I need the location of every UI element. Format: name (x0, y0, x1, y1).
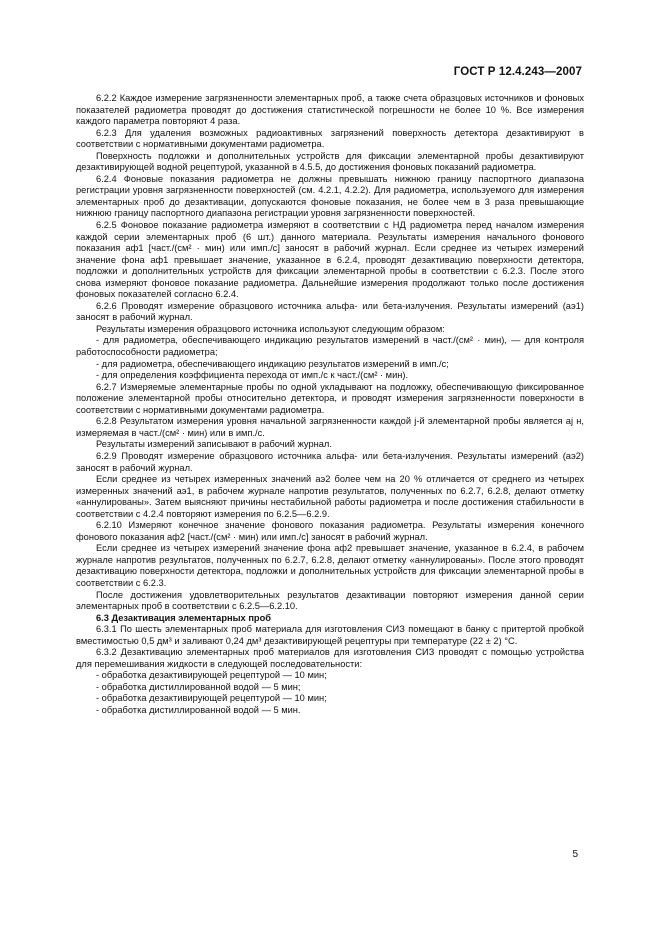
paragraph-6-2-2: 6.2.2 Каждое измерение загрязненности элементарных проб, а также счета образцовых источников и фоновых показателей радиометра проводят до достижения статистической погрешности не более 10 %. Все измерения каждого параметра повторяют 4 раза. (76, 93, 584, 127)
page-number: 5 (572, 849, 578, 860)
list-item-step: - обработка дезактивирующей рецептурой — 10 мин; (96, 670, 327, 681)
paragraph-usage-item: - для радиометра, обеспечивающего индикацию результатов измерений в част./(см² · мин), — для контроля работоспособности радиометра; (76, 335, 584, 358)
paragraph-journal-note: Результаты измерений записывают в рабочий журнал. (96, 439, 332, 450)
paragraph-6-2-3: 6.2.3 Для удаления возможных радиоактивных загрязнений поверхность детектора дезактивируют в соответствии с нормативными документами радиометра. (76, 127, 584, 150)
document-header: ГОСТ Р 12.4.243—2007 (453, 66, 582, 78)
paragraph-6-3-2: 6.3.2 Дезактивацию элементарных проб материалов для изготовления СИЗ проводят с помощью устройства для перемешивания жидкости в следующей последовательности: (76, 647, 584, 669)
list-item-step: - обработка дистиллированной водой — 5 мин. (96, 704, 301, 715)
paragraph-repeat-measurements: После достижения удовлетворительных результатов дезактивации повторяют измерения данной серии элементарных проб в соответствии с 6.2.5—6.2.10. (76, 589, 584, 612)
paragraph-6-2-6: 6.2.6 Проводят измерение образцового источника альфа- или бета-излучения. Результаты измерений (aэ1) заносят в рабочий журнал. (76, 300, 584, 323)
paragraph-6-2-7: 6.2.7 Измеряемые элементарные пробы по одной укладывают на подложку, обеспечивающую фиксированное положение элементарной пробы относительно детектора, и проводят измерения загрязненности поверхности в соответствии с нормативными документами радиометра. (76, 381, 584, 415)
paragraph-usage-item: - для радиометра, обеспечивающего индикацию результатов измерений в имп./с; (96, 358, 449, 369)
document-body (76, 93, 584, 717)
paragraph-6-2-5: 6.2.5 Фоновое показание радиометра измеряют в соответствии с НД радиометра перед началом измерения каждой серии элементарных проб (6 шт.) данного материала. Результаты измерения начального фонового показания aф1 [част./(см² · мин) или имп./с] заносят в рабочий журнал. Если среднее из четырех измерений значение фона aф1 превышает значение, указанное в 6.2.4, проводят дезактивацию поверхности детектора, подложки и дополнительных устройств для фиксации элементарной пробы в соответствии с 6.2.3. После этого снова измеряют фоновое показание радиометра. Дальнейшие измерения продолжают только после достижения фоновых показателей согласно 6.2.4. (76, 220, 584, 300)
paragraph-6-2-4: 6.2.4 Фоновые показания радиометра не должны превышать нижнюю границу паспортного диапазона регистрации уровня загрязненности поверхностей (см. 4.2.1, 4.2.2). Для радиометра, используемого для измерения элементарных проб до дезактивации, допускаются фоновые показания, не более чем в 3 раза превышающие нижнюю границу паспортного диапазона регистрации уровня загрязненности поверхностей. (76, 173, 584, 219)
section-heading-6-3: 6.3 Дезактивация элементарных проб (96, 612, 272, 623)
paragraph-6-3-1: 6.3.1 По шесть элементарных проб материала для изготовления СИЗ помещают в банку с притертой пробкой вместимостью 0,5 дм³ и заливают 0,24 дм³ дезактивирующей рецептуры при температуре (22 ± 2) °С. (76, 624, 584, 646)
paragraph-6-2-8: 6.2.8 Результатом измерения уровня начальной загрязненности каждой j-й элементарной пробы является aj н, измеряемая в част./(см² · мин) или в имп./с. (76, 416, 584, 438)
list-item-step: - обработка дистиллированной водой — 5 мин; (96, 681, 301, 692)
paragraph-substrate-decontamination: Поверхность подложки и дополнительных устройств для фиксации элементарной пробы дезактивируют дезактивирующей водной рецептурой, указанной в 4.5.5, до достижения фоновых показаний радиометра. (76, 150, 584, 173)
paragraph-background-exceeded: Если среднее из четырех измерений значение фона aф2 превышает значение, указанное в 6.2.4, в рабочем журнале напротив результатов, полученных по 6.2.7, 6.2.8, делают отметку «аннулированы». После этого проводят дезактивацию поверхности детектора, подложки и дополнительных устройств для фиксации элементарной пробы в соответствии с 6.2.3. (76, 543, 584, 588)
paragraph-6-2-10: 6.2.10 Измеряют конечное значение фонового показания радиометра. Результаты измерения конечного фонового показания aф2 [част./(см² · мин) или имп./с] заносят в рабочий журнал. (76, 520, 584, 542)
paragraph-6-2-9: 6.2.9 Проводят измерение образцового источника альфа- или бета-излучения. Результаты измерений (aэ2) заносят в рабочий журнал. (76, 450, 584, 473)
paragraph-usage-intro: Результаты измерения образцового источника используют следующим образом: (96, 323, 445, 334)
list-item-step: - обработка дезактивирующей рецептурой — 10 мин; (96, 693, 327, 704)
paragraph-usage-item: - для определения коэффициента перехода от имп./с к част./(см² · мин). (96, 370, 409, 381)
paragraph-deviation-check: Если среднее из четырех измеренных значений aэ2 более чем на 20 % отличается от среднего из четырех измеренных значений aэ1, в рабочем журнале напротив результатов, полученных по 6.2.7, 6.2.8, делают отметку «аннулированы». Затем выясняют причины нестабильной работы радиометра и после достижения стабильности в соответствии с 4.2.4 повторяют измерения по 6.2.5—6.2.9. (76, 474, 584, 519)
